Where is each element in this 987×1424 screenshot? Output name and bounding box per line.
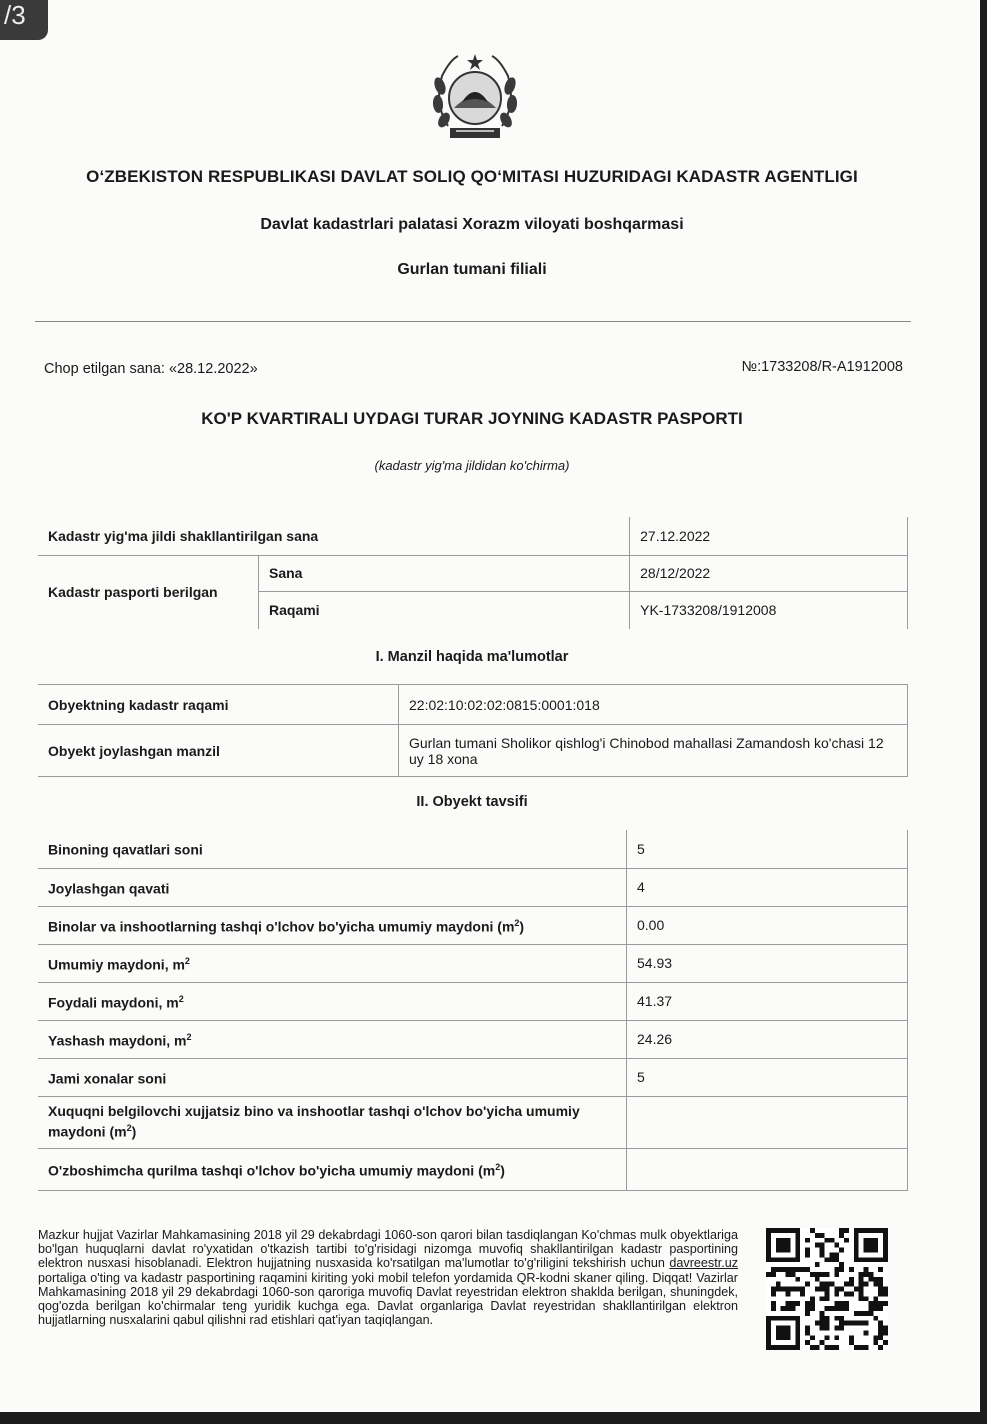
section2-title: II. Obyekt tavsifi (416, 794, 528, 810)
address-value: Gurlan tumani Sholikor qishlog'i Chinobod mahallasi Zamandosh ko'chasi 12 uy 18 xona (399, 725, 908, 777)
description-value: 0.00 (627, 906, 908, 944)
label-close-paren: ) (500, 1162, 505, 1179)
description-value: 5 (627, 830, 908, 868)
label-close-paren: ) (519, 918, 525, 935)
label-close-paren: ) (131, 1123, 137, 1140)
description-label-text: Joylashgan qavati (48, 880, 170, 897)
description-row (38, 830, 908, 868)
description-value: 41.37 (627, 982, 908, 1020)
department-heading: Davlat kadastrlari palatasi Xorazm viloyati boshqarmasi (260, 216, 684, 233)
description-row (38, 944, 908, 982)
branch-heading: Gurlan tumani filiali (397, 261, 547, 278)
description-label-text: Jami xonalar soni (48, 1070, 167, 1087)
description-label-text: Yashash maydoni, m (48, 1032, 187, 1049)
description-row (38, 1058, 908, 1096)
header-divider (35, 321, 911, 322)
cadastral-number-value: 22:02:10:02:02:0815:0001:018 (399, 685, 908, 725)
description-label-text: Xuquqni belgilovchi xujjatsiz bino va inshootlar tashqi o'lchov bo'yicha umumiy maydoni (m (48, 1103, 580, 1140)
formed-date-value: 27.12.2022 (630, 517, 908, 555)
description-label (38, 906, 627, 944)
description-row (38, 906, 908, 944)
description-label (38, 1148, 627, 1190)
viewer-right-edge (980, 0, 987, 1424)
description-value (627, 1148, 908, 1190)
description-value: 24.26 (627, 1020, 908, 1058)
legal-notice-text-2: portaliga o'ting va kadastr pasportining raqamini kiriting yoki mobil telefon yordamida QR-kodni skaner qiling. Diqqat! Vazirlar Mahkamasining 2018 yil 29 dekabrdagi 1060-son qaroriga muvofiq Davlat reyestridan elektron shaklda berilgan, shuningdek, qog'ozda berilgan ko'chirmalar teng yuridik kuchga ega. Davlat organlariga Davlat reyestridan shakllantirilgan elektron hujjatlarning nusxalarini qabul qilishni rad etishlari qat'iyan taqiqlangan. (38, 1270, 738, 1328)
description-row (38, 982, 908, 1020)
issue-number-value: YK-1733208/1912008 (630, 591, 908, 629)
unit-exponent: 2 (184, 955, 190, 966)
description-value: 54.93 (627, 944, 908, 982)
description-value: 5 (627, 1058, 908, 1096)
agency-heading: O‘ZBEKISTON RESPUBLIKASI DAVLAT SOLIQ QO‘MITASI HUZURIDAGI KADASTR AGENTLIGI (86, 167, 858, 186)
unit-exponent: 2 (495, 1161, 501, 1172)
printed-date-value: «28.12.2022» (168, 361, 258, 377)
issue-number-label: Raqami (259, 591, 630, 629)
formed-date-label: Kadastr yig'ma jildi shakllantirilgan sana (38, 517, 630, 555)
description-label (38, 1058, 627, 1096)
unit-exponent: 2 (186, 1031, 192, 1042)
description-label-text: Umumiy maydoni, m (48, 956, 185, 973)
description-label-text: O'zboshimcha qurilma tashqi o'lchov bo'yicha umumiy maydoni (m (48, 1162, 496, 1179)
legal-notice (38, 1228, 738, 1327)
unit-exponent: 2 (178, 993, 184, 1004)
legal-notice-text-1: Mazkur hujjat Vazirlar Mahkamasining 2018 yil 29 dekabrdagi 1060-son qarori bilan tasdiqlangan Ko'chmas mulk obyektlariga bo'lgan huquqlarni davlat ro'yxatidan o'tkazish tartibi to'g'risidagi nizomga muvofiq shakllantirilgan kadastr pasportining elektron nusxasi hisoblanadi. Elektron hujjatning nusxasida ko'rsatilgan ma'lumotlar to'g'riligini tekshirish uchun (38, 1228, 738, 1271)
address-table (38, 684, 908, 777)
description-value: 4 (627, 868, 908, 906)
issued-label: Kadastr pasporti berilgan (38, 555, 259, 629)
issue-table (38, 517, 908, 629)
printed-date (44, 361, 258, 377)
description-label-text: Foydali maydoni, m (48, 994, 179, 1011)
printed-date-label: Chop etilgan sana: (44, 361, 165, 377)
qr-code-icon[interactable] (766, 1228, 888, 1350)
document-title: KO'P KVARTIRALI UYDAGI TURAR JOYNING KADASTR PASPORTI (201, 409, 743, 428)
cadastral-number-label: Obyektning kadastr raqami (38, 685, 399, 725)
issue-date-label: Sana (259, 555, 630, 591)
description-label (38, 830, 627, 868)
description-label-text: Binolar va inshootlarning tashqi o'lchov bo'yicha umumiy maydoni (m (48, 918, 515, 935)
description-label (38, 1096, 627, 1148)
description-value (627, 1096, 908, 1148)
description-row (38, 868, 908, 906)
section1-title: I. Manzil haqida ma'lumotlar (375, 649, 569, 665)
description-row (38, 1020, 908, 1058)
unit-exponent: 2 (126, 1123, 132, 1134)
viewer-bottom-edge (0, 1412, 987, 1424)
address-label: Obyekt joylashgan manzil (38, 725, 399, 777)
document-number: №:1733208/R-A1912008 (741, 359, 903, 375)
description-label (38, 944, 627, 982)
description-row (38, 1148, 908, 1190)
description-label (38, 868, 627, 906)
description-label (38, 982, 627, 1020)
document-subtitle: (kadastr yig'ma jildidan ko'chirma) (374, 458, 570, 473)
unit-exponent: 2 (514, 917, 520, 928)
state-emblem-icon (428, 46, 522, 144)
issue-date-value: 28/12/2022 (630, 555, 908, 591)
description-label-text: Binoning qavatlari soni (48, 842, 203, 859)
portal-link[interactable]: davreestr.uz (669, 1256, 738, 1271)
description-label (38, 1020, 627, 1058)
page-indicator: /3 (0, 0, 48, 40)
description-row (38, 1096, 908, 1148)
description-table (38, 830, 908, 1191)
